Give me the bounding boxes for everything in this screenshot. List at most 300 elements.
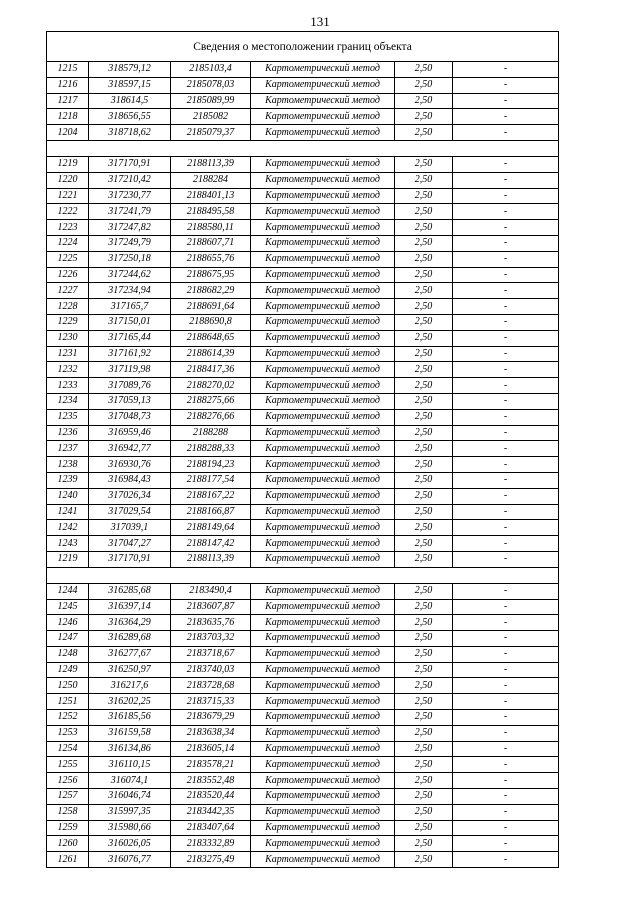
point-number-cell: 1227 (47, 283, 89, 299)
table-row (47, 125, 559, 141)
y-coordinate-cell: 2188288 (171, 425, 251, 441)
point-number-cell: 1238 (47, 457, 89, 473)
table-row (47, 283, 559, 299)
point-number-cell: 1204 (47, 125, 89, 141)
accuracy-value-cell: 2,50 (395, 93, 453, 109)
point-number-cell: 1251 (47, 694, 89, 710)
accuracy-value-cell: 2,50 (395, 62, 453, 78)
y-coordinate-cell: 2183715,33 (171, 694, 251, 710)
determination-method-cell: Картометрический метод (251, 472, 395, 488)
point-number-cell: 1244 (47, 583, 89, 599)
point-number-cell: 1233 (47, 378, 89, 394)
table-row (47, 267, 559, 283)
accuracy-value-cell: 2,50 (395, 299, 453, 315)
determination-method-cell: Картометрический метод (251, 362, 395, 378)
point-number-cell: 1258 (47, 804, 89, 820)
note-cell: - (453, 362, 559, 378)
point-number-cell: 1257 (47, 789, 89, 805)
note-cell: - (453, 773, 559, 789)
x-coordinate-cell: 317119,98 (89, 362, 171, 378)
accuracy-value-cell: 2,50 (395, 235, 453, 251)
point-number-cell: 1221 (47, 188, 89, 204)
determination-method-cell: Картометрический метод (251, 409, 395, 425)
determination-method-cell: Картометрический метод (251, 725, 395, 741)
x-coordinate-cell: 317029,54 (89, 504, 171, 520)
determination-method-cell: Картометрический метод (251, 393, 395, 409)
y-coordinate-cell: 2188284 (171, 172, 251, 188)
determination-method-cell: Картометрический метод (251, 62, 395, 78)
accuracy-value-cell: 2,50 (395, 125, 453, 141)
x-coordinate-cell: 317150,01 (89, 314, 171, 330)
accuracy-value-cell: 2,50 (395, 504, 453, 520)
x-coordinate-cell: 316110,15 (89, 757, 171, 773)
point-number-cell: 1219 (47, 551, 89, 567)
table-row (47, 441, 559, 457)
accuracy-value-cell: 2,50 (395, 156, 453, 172)
point-number-cell: 1228 (47, 299, 89, 315)
accuracy-value-cell: 2,50 (395, 599, 453, 615)
determination-method-cell: Картометрический метод (251, 836, 395, 852)
determination-method-cell: Картометрический метод (251, 299, 395, 315)
x-coordinate-cell: 316046,74 (89, 789, 171, 805)
note-cell: - (453, 789, 559, 805)
determination-method-cell: Картометрический метод (251, 109, 395, 125)
accuracy-value-cell: 2,50 (395, 852, 453, 868)
y-coordinate-cell: 2188417,36 (171, 362, 251, 378)
y-coordinate-cell: 2185089,99 (171, 93, 251, 109)
table-row (47, 204, 559, 220)
point-number-cell: 1231 (47, 346, 89, 362)
x-coordinate-cell: 318718,62 (89, 125, 171, 141)
y-coordinate-cell: 2188166,87 (171, 504, 251, 520)
accuracy-value-cell: 2,50 (395, 551, 453, 567)
y-coordinate-cell: 2183638,34 (171, 725, 251, 741)
y-coordinate-cell: 2183728,68 (171, 678, 251, 694)
determination-method-cell: Картометрический метод (251, 346, 395, 362)
note-cell: - (453, 77, 559, 93)
x-coordinate-cell: 317089,76 (89, 378, 171, 394)
table-row (47, 710, 559, 726)
note-cell: - (453, 314, 559, 330)
table-row (47, 109, 559, 125)
accuracy-value-cell: 2,50 (395, 694, 453, 710)
accuracy-value-cell: 2,50 (395, 615, 453, 631)
x-coordinate-cell: 317161,92 (89, 346, 171, 362)
determination-method-cell: Картометрический метод (251, 615, 395, 631)
note-cell: - (453, 251, 559, 267)
accuracy-value-cell: 2,50 (395, 330, 453, 346)
note-cell: - (453, 346, 559, 362)
x-coordinate-cell: 317165,7 (89, 299, 171, 315)
x-coordinate-cell: 316397,14 (89, 599, 171, 615)
note-cell: - (453, 125, 559, 141)
table-row (47, 393, 559, 409)
determination-method-cell: Картометрический метод (251, 789, 395, 805)
y-coordinate-cell: 2188276,66 (171, 409, 251, 425)
y-coordinate-cell: 2188113,39 (171, 551, 251, 567)
y-coordinate-cell: 2188675,95 (171, 267, 251, 283)
point-number-cell: 1235 (47, 409, 89, 425)
table-row (47, 188, 559, 204)
table-row (47, 77, 559, 93)
determination-method-cell: Картометрический метод (251, 457, 395, 473)
point-number-cell: 1253 (47, 725, 89, 741)
y-coordinate-cell: 2183635,76 (171, 615, 251, 631)
determination-method-cell: Картометрический метод (251, 251, 395, 267)
determination-method-cell: Картометрический метод (251, 204, 395, 220)
point-number-cell: 1249 (47, 662, 89, 678)
accuracy-value-cell: 2,50 (395, 378, 453, 394)
x-coordinate-cell: 317039,1 (89, 520, 171, 536)
table-row (47, 346, 559, 362)
table-row (47, 804, 559, 820)
point-number-cell: 1232 (47, 362, 89, 378)
determination-method-cell: Картометрический метод (251, 583, 395, 599)
note-cell: - (453, 488, 559, 504)
x-coordinate-cell: 317241,79 (89, 204, 171, 220)
note-cell: - (453, 836, 559, 852)
point-number-cell: 1229 (47, 314, 89, 330)
y-coordinate-cell: 2183703,32 (171, 631, 251, 647)
note-cell: - (453, 472, 559, 488)
accuracy-value-cell: 2,50 (395, 488, 453, 504)
accuracy-value-cell: 2,50 (395, 536, 453, 552)
note-cell: - (453, 204, 559, 220)
group-separator-row (47, 140, 559, 156)
determination-method-cell: Картометрический метод (251, 172, 395, 188)
note-cell: - (453, 804, 559, 820)
point-number-cell: 1234 (47, 393, 89, 409)
point-number-cell: 1246 (47, 615, 89, 631)
point-number-cell: 1239 (47, 472, 89, 488)
accuracy-value-cell: 2,50 (395, 804, 453, 820)
x-coordinate-cell: 316285,68 (89, 583, 171, 599)
determination-method-cell: Картометрический метод (251, 188, 395, 204)
note-cell: - (453, 235, 559, 251)
table-row (47, 678, 559, 694)
note-cell: - (453, 441, 559, 457)
x-coordinate-cell: 317026,34 (89, 488, 171, 504)
determination-method-cell: Картометрический метод (251, 773, 395, 789)
accuracy-value-cell: 2,50 (395, 710, 453, 726)
table-row (47, 694, 559, 710)
table-row (47, 425, 559, 441)
point-number-cell: 1254 (47, 741, 89, 757)
x-coordinate-cell: 317250,18 (89, 251, 171, 267)
y-coordinate-cell: 2188194,23 (171, 457, 251, 473)
y-coordinate-cell: 2188149,64 (171, 520, 251, 536)
y-coordinate-cell: 2183520,44 (171, 789, 251, 805)
table-row (47, 551, 559, 567)
x-coordinate-cell: 316942,77 (89, 441, 171, 457)
table-row (47, 314, 559, 330)
note-cell: - (453, 710, 559, 726)
x-coordinate-cell: 316159,58 (89, 725, 171, 741)
table-row (47, 820, 559, 836)
x-coordinate-cell: 316202,25 (89, 694, 171, 710)
determination-method-cell: Картометрический метод (251, 156, 395, 172)
table-row (47, 757, 559, 773)
table-row (47, 789, 559, 805)
table-row (47, 362, 559, 378)
x-coordinate-cell: 316364,29 (89, 615, 171, 631)
note-cell: - (453, 631, 559, 647)
note-cell: - (453, 457, 559, 473)
note-cell: - (453, 536, 559, 552)
x-coordinate-cell: 317244,62 (89, 267, 171, 283)
table-row (47, 251, 559, 267)
determination-method-cell: Картометрический метод (251, 125, 395, 141)
accuracy-value-cell: 2,50 (395, 457, 453, 473)
accuracy-value-cell: 2,50 (395, 472, 453, 488)
y-coordinate-cell: 2185103,4 (171, 62, 251, 78)
point-number-cell: 1245 (47, 599, 89, 615)
point-number-cell: 1248 (47, 646, 89, 662)
x-coordinate-cell: 318597,15 (89, 77, 171, 93)
note-cell: - (453, 267, 559, 283)
accuracy-value-cell: 2,50 (395, 757, 453, 773)
note-cell: - (453, 599, 559, 615)
group-separator-row (47, 567, 559, 583)
determination-method-cell: Картометрический метод (251, 631, 395, 647)
accuracy-value-cell: 2,50 (395, 267, 453, 283)
y-coordinate-cell: 2183718,67 (171, 646, 251, 662)
y-coordinate-cell: 2188177,54 (171, 472, 251, 488)
y-coordinate-cell: 2183552,48 (171, 773, 251, 789)
determination-method-cell: Картометрический метод (251, 678, 395, 694)
determination-method-cell: Картометрический метод (251, 662, 395, 678)
point-number-cell: 1225 (47, 251, 89, 267)
determination-method-cell: Картометрический метод (251, 536, 395, 552)
note-cell: - (453, 646, 559, 662)
x-coordinate-cell: 317234,94 (89, 283, 171, 299)
table-row (47, 93, 559, 109)
page-number: 131 (310, 14, 330, 29)
table-row (47, 235, 559, 251)
point-number-cell: 1217 (47, 93, 89, 109)
x-coordinate-cell: 317165,44 (89, 330, 171, 346)
determination-method-cell: Картометрический метод (251, 694, 395, 710)
x-coordinate-cell: 317230,77 (89, 188, 171, 204)
accuracy-value-cell: 2,50 (395, 204, 453, 220)
y-coordinate-cell: 2183490,4 (171, 583, 251, 599)
x-coordinate-cell: 317059,13 (89, 393, 171, 409)
x-coordinate-cell: 316076,77 (89, 852, 171, 868)
x-coordinate-cell: 317170,91 (89, 156, 171, 172)
table-row (47, 504, 559, 520)
x-coordinate-cell: 318579,12 (89, 62, 171, 78)
determination-method-cell: Картометрический метод (251, 267, 395, 283)
note-cell: - (453, 109, 559, 125)
note-cell: - (453, 378, 559, 394)
determination-method-cell: Картометрический метод (251, 551, 395, 567)
y-coordinate-cell: 2188113,39 (171, 156, 251, 172)
x-coordinate-cell: 318656,55 (89, 109, 171, 125)
note-cell: - (453, 188, 559, 204)
table-row (47, 599, 559, 615)
y-coordinate-cell: 2183442,35 (171, 804, 251, 820)
x-coordinate-cell: 318614,5 (89, 93, 171, 109)
point-number-cell: 1259 (47, 820, 89, 836)
determination-method-cell: Картометрический метод (251, 441, 395, 457)
accuracy-value-cell: 2,50 (395, 283, 453, 299)
accuracy-value-cell: 2,50 (395, 346, 453, 362)
determination-method-cell: Картометрический метод (251, 646, 395, 662)
point-number-cell: 1223 (47, 220, 89, 236)
table-title: Сведения о местоположении границ объекта (47, 32, 559, 62)
x-coordinate-cell: 316984,43 (89, 472, 171, 488)
point-number-cell: 1241 (47, 504, 89, 520)
note-cell: - (453, 156, 559, 172)
point-number-cell: 1242 (47, 520, 89, 536)
table-row (47, 583, 559, 599)
table-row (47, 536, 559, 552)
point-number-cell: 1218 (47, 109, 89, 125)
accuracy-value-cell: 2,50 (395, 741, 453, 757)
y-coordinate-cell: 2188682,29 (171, 283, 251, 299)
note-cell: - (453, 93, 559, 109)
table-row (47, 773, 559, 789)
determination-method-cell: Картометрический метод (251, 93, 395, 109)
y-coordinate-cell: 2183407,64 (171, 820, 251, 836)
table-row (47, 662, 559, 678)
y-coordinate-cell: 2183275,49 (171, 852, 251, 868)
accuracy-value-cell: 2,50 (395, 820, 453, 836)
y-coordinate-cell: 2188495,58 (171, 204, 251, 220)
table-row (47, 725, 559, 741)
point-number-cell: 1215 (47, 62, 89, 78)
determination-method-cell: Картометрический метод (251, 330, 395, 346)
y-coordinate-cell: 2188167,22 (171, 488, 251, 504)
determination-method-cell: Картометрический метод (251, 599, 395, 615)
y-coordinate-cell: 2185082 (171, 109, 251, 125)
accuracy-value-cell: 2,50 (395, 172, 453, 188)
x-coordinate-cell: 317249,79 (89, 235, 171, 251)
note-cell: - (453, 299, 559, 315)
table-row (47, 299, 559, 315)
table-row (47, 631, 559, 647)
determination-method-cell: Картометрический метод (251, 757, 395, 773)
determination-method-cell: Картометрический метод (251, 220, 395, 236)
note-cell: - (453, 583, 559, 599)
point-number-cell: 1220 (47, 172, 89, 188)
table-row (47, 741, 559, 757)
point-number-cell: 1255 (47, 757, 89, 773)
note-cell: - (453, 725, 559, 741)
accuracy-value-cell: 2,50 (395, 836, 453, 852)
y-coordinate-cell: 2183332,89 (171, 836, 251, 852)
y-coordinate-cell: 2188648,65 (171, 330, 251, 346)
table-row (47, 472, 559, 488)
note-cell: - (453, 409, 559, 425)
x-coordinate-cell: 317047,27 (89, 536, 171, 552)
point-number-cell: 1261 (47, 852, 89, 868)
y-coordinate-cell: 2188655,76 (171, 251, 251, 267)
determination-method-cell: Картометрический метод (251, 425, 395, 441)
y-coordinate-cell: 2188147,42 (171, 536, 251, 552)
point-number-cell: 1219 (47, 156, 89, 172)
table-row (47, 836, 559, 852)
table-row (47, 330, 559, 346)
table-row (47, 220, 559, 236)
point-number-cell: 1224 (47, 235, 89, 251)
accuracy-value-cell: 2,50 (395, 251, 453, 267)
point-number-cell: 1243 (47, 536, 89, 552)
point-number-cell: 1240 (47, 488, 89, 504)
note-cell: - (453, 330, 559, 346)
determination-method-cell: Картометрический метод (251, 804, 395, 820)
accuracy-value-cell: 2,50 (395, 220, 453, 236)
point-number-cell: 1237 (47, 441, 89, 457)
note-cell: - (453, 820, 559, 836)
point-number-cell: 1222 (47, 204, 89, 220)
accuracy-value-cell: 2,50 (395, 520, 453, 536)
accuracy-value-cell: 2,50 (395, 109, 453, 125)
boundary-coordinates-sheet (46, 31, 558, 868)
accuracy-value-cell: 2,50 (395, 362, 453, 378)
determination-method-cell: Картометрический метод (251, 504, 395, 520)
y-coordinate-cell: 2188288,33 (171, 441, 251, 457)
point-number-cell: 1226 (47, 267, 89, 283)
y-coordinate-cell: 2183605,14 (171, 741, 251, 757)
accuracy-value-cell: 2,50 (395, 631, 453, 647)
y-coordinate-cell: 2188614,39 (171, 346, 251, 362)
x-coordinate-cell: 317210,42 (89, 172, 171, 188)
accuracy-value-cell: 2,50 (395, 678, 453, 694)
y-coordinate-cell: 2188275,66 (171, 393, 251, 409)
table-row (47, 156, 559, 172)
x-coordinate-cell: 316250,97 (89, 662, 171, 678)
table-row (47, 172, 559, 188)
note-cell: - (453, 741, 559, 757)
table-row (47, 409, 559, 425)
accuracy-value-cell: 2,50 (395, 725, 453, 741)
accuracy-value-cell: 2,50 (395, 583, 453, 599)
y-coordinate-cell: 2183740,03 (171, 662, 251, 678)
y-coordinate-cell: 2188690,8 (171, 314, 251, 330)
x-coordinate-cell: 316074,1 (89, 773, 171, 789)
accuracy-value-cell: 2,50 (395, 314, 453, 330)
table-row (47, 646, 559, 662)
point-number-cell: 1256 (47, 773, 89, 789)
table-row (47, 378, 559, 394)
x-coordinate-cell: 317247,82 (89, 220, 171, 236)
coordinates-table (46, 31, 559, 868)
x-coordinate-cell: 316277,67 (89, 646, 171, 662)
x-coordinate-cell: 317170,91 (89, 551, 171, 567)
accuracy-value-cell: 2,50 (395, 425, 453, 441)
note-cell: - (453, 393, 559, 409)
accuracy-value-cell: 2,50 (395, 773, 453, 789)
note-cell: - (453, 283, 559, 299)
x-coordinate-cell: 316185,56 (89, 710, 171, 726)
y-coordinate-cell: 2183679,29 (171, 710, 251, 726)
determination-method-cell: Картометрический метод (251, 852, 395, 868)
determination-method-cell: Картометрический метод (251, 820, 395, 836)
group-separator-cell (47, 140, 559, 156)
y-coordinate-cell: 2188580,11 (171, 220, 251, 236)
point-number-cell: 1216 (47, 77, 89, 93)
table-row (47, 62, 559, 78)
determination-method-cell: Картометрический метод (251, 235, 395, 251)
accuracy-value-cell: 2,50 (395, 393, 453, 409)
note-cell: - (453, 504, 559, 520)
point-number-cell: 1236 (47, 425, 89, 441)
table-row (47, 520, 559, 536)
y-coordinate-cell: 2185079,37 (171, 125, 251, 141)
x-coordinate-cell: 316959,46 (89, 425, 171, 441)
x-coordinate-cell: 315980,66 (89, 820, 171, 836)
